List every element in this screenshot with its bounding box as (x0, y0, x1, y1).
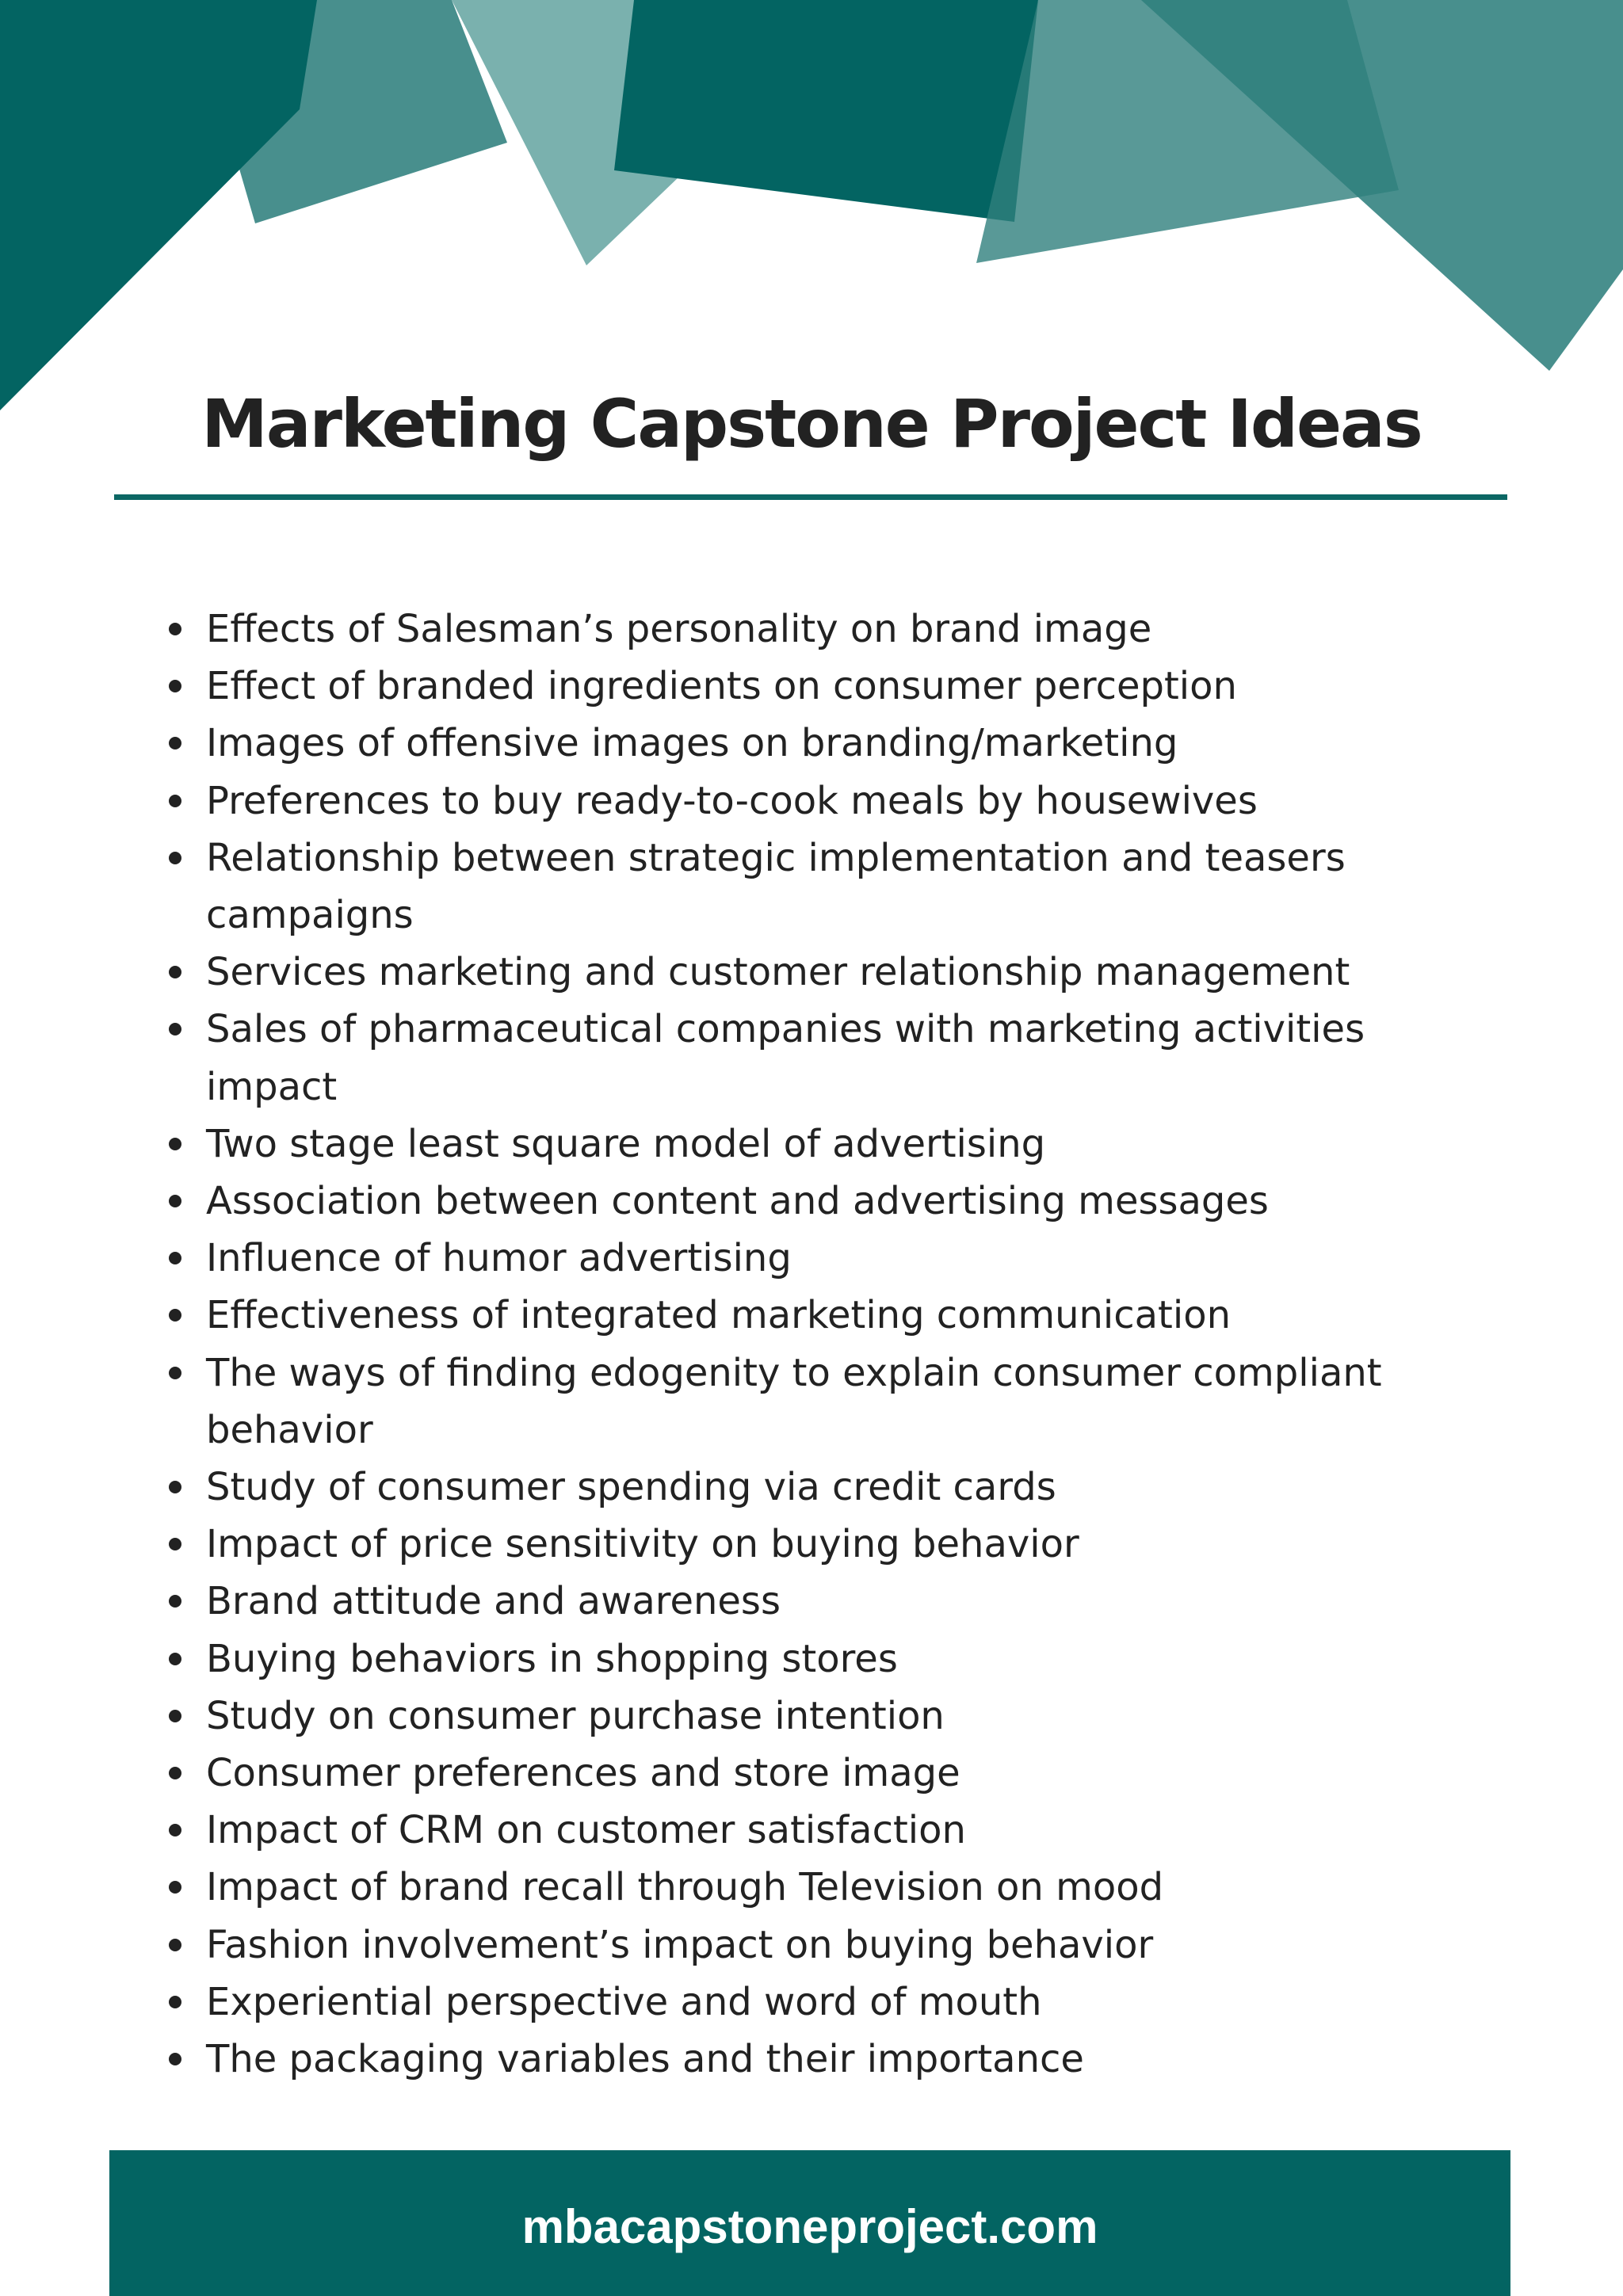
bullet-dot-icon (169, 1767, 181, 1779)
list-item-text: Consumer preferences and store image (206, 1751, 960, 1796)
bullet-dot-icon (169, 1138, 181, 1150)
list-item (206, 944, 1506, 1001)
list-item-text: Sales of pharmaceutical companies with marketing activities impact (206, 1007, 1365, 1109)
bullet-dot-icon (169, 1538, 181, 1550)
bullet-dot-icon (169, 1023, 181, 1035)
list-item-text: Association between content and advertising messages (206, 1179, 1269, 1224)
list-item-text: Fashion involvement’s impact on buying behavior (206, 1922, 1154, 1967)
list-item-text: Buying behaviors in shopping stores (206, 1636, 898, 1681)
bullet-dot-icon (169, 1996, 181, 2008)
list-item (206, 1630, 1506, 1688)
dark-teal-tilted-square-shape (614, 0, 1038, 222)
bullet-dot-icon (169, 1252, 181, 1264)
list-item (206, 601, 1506, 658)
bullet-dot-icon (169, 852, 181, 864)
list-item-text: Effect of branded ingredients on consumer perception (206, 664, 1237, 709)
list-item (206, 1001, 1506, 1115)
list-item-text: Impact of brand recall through Television on mood (206, 1865, 1164, 1910)
bullet-dot-icon (169, 1309, 181, 1322)
list-item (206, 1859, 1506, 1916)
title-underline-divider (114, 494, 1507, 500)
bullet-dot-icon (169, 1881, 181, 1894)
list-item (206, 1974, 1506, 2031)
footer-banner (109, 2150, 1510, 2296)
bullet-dot-icon (169, 1367, 181, 1379)
list-item-text: Experiential perspective and word of mouth (206, 1979, 1042, 2024)
list-item-text: Study of consumer spending via credit cards (206, 1465, 1056, 1510)
list-item-text: Relationship between strategic implementation and teasers campaigns (206, 835, 1346, 938)
bullet-dot-icon (169, 737, 181, 749)
list-item (206, 772, 1506, 830)
list-item (206, 1745, 1506, 1802)
bullet-dot-icon (169, 966, 181, 978)
list-item-text: Study on consumer purchase intention (206, 1693, 945, 1738)
list-item-text: The packaging variables and their importance (206, 2037, 1084, 2082)
list-item-text: Impact of price sensitivity on buying behavior (206, 1522, 1079, 1567)
list-item (206, 715, 1506, 772)
list-item-text: Two stage least square model of advertising (206, 1121, 1046, 1166)
list-item-text: Influence of humor advertising (206, 1236, 792, 1281)
bullet-dot-icon (169, 680, 181, 692)
list-item-text: Preferences to buy ready-to-cook meals by housewives (206, 778, 1258, 823)
list-item (206, 1116, 1506, 1173)
list-item-text: The ways of finding edogenity to explain consumer compliant behavior (206, 1350, 1382, 1452)
bullet-dot-icon (169, 1481, 181, 1493)
bullet-dot-icon (169, 1939, 181, 1951)
bullet-dot-icon (169, 795, 181, 807)
project-ideas-list (206, 601, 1506, 2088)
list-item-text: Effectiveness of integrated marketing communication (206, 1293, 1231, 1338)
bullet-dot-icon (169, 1824, 181, 1836)
bullet-dot-icon (169, 1710, 181, 1722)
list-item-text: Impact of CRM on customer satisfaction (206, 1808, 966, 1853)
list-item (206, 1802, 1506, 1859)
list-item-text: Effects of Salesman’s personality on brand image (206, 607, 1152, 651)
bullet-dot-icon (169, 2053, 181, 2065)
list-item-text: Images of offensive images on branding/marketing (206, 721, 1178, 766)
bullet-dot-icon (169, 1595, 181, 1608)
list-item (206, 1230, 1506, 1287)
list-item (206, 1688, 1506, 1745)
page-title: Marketing Capstone Project Ideas (201, 385, 1422, 463)
list-item (206, 1917, 1506, 1974)
footer-website-link[interactable]: mbacapstoneproject.com (521, 2200, 1098, 2253)
list-item (206, 1344, 1506, 1459)
list-item (206, 1287, 1506, 1344)
bullet-dot-icon (169, 1653, 181, 1665)
list-item (206, 1573, 1506, 1630)
list-item (206, 1459, 1506, 1516)
list-item (206, 830, 1506, 944)
list-item (206, 1173, 1506, 1230)
bullet-dot-icon (169, 1195, 181, 1207)
list-item-text: Services marketing and customer relationship management (206, 950, 1350, 995)
list-item (206, 658, 1506, 715)
list-item (206, 1516, 1506, 1573)
bullet-dot-icon (169, 623, 181, 635)
list-item-text: Brand attitude and awareness (206, 1579, 781, 1624)
list-item (206, 2031, 1506, 2088)
